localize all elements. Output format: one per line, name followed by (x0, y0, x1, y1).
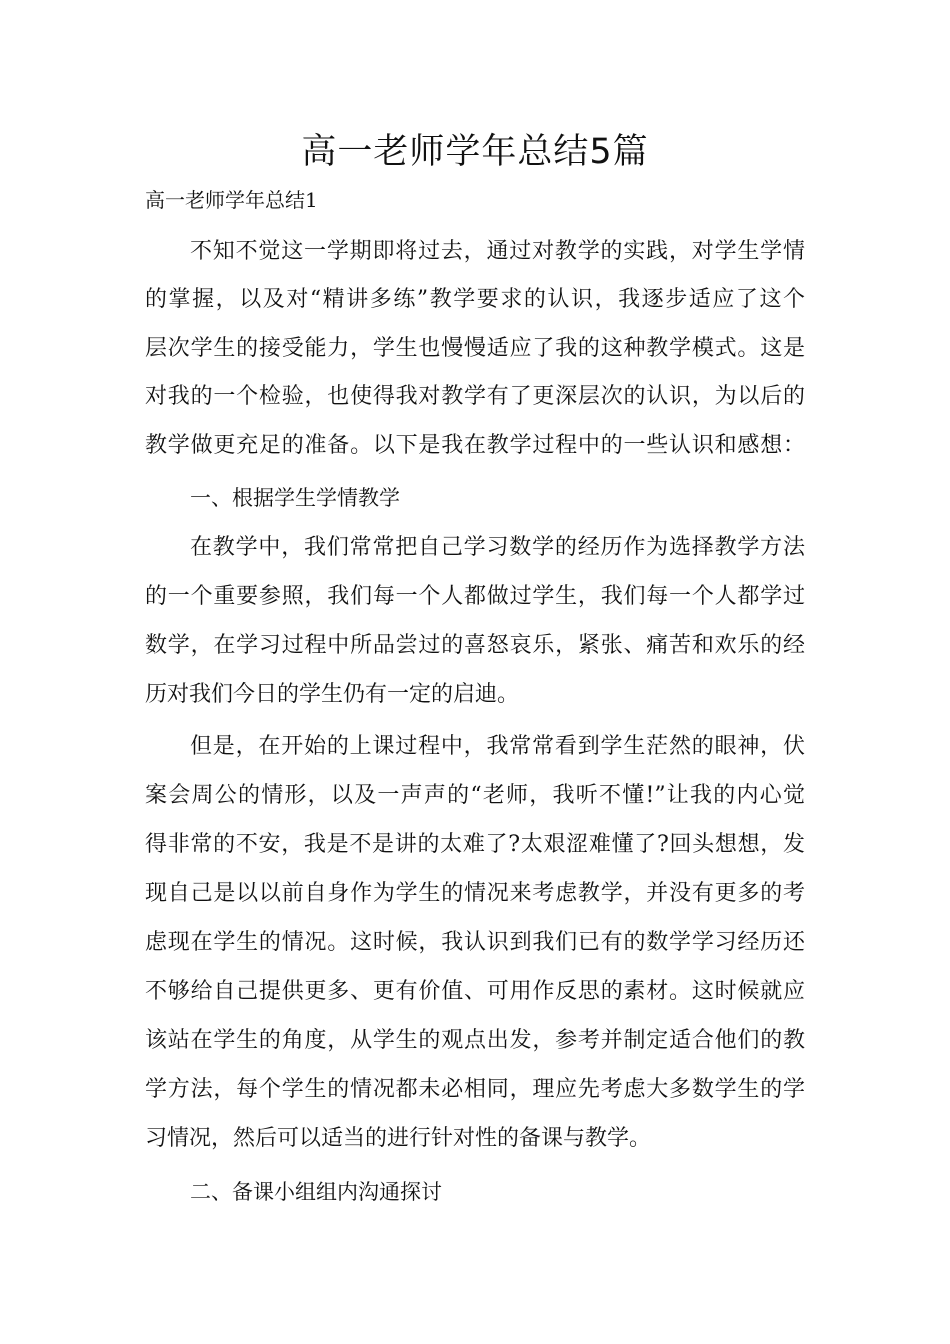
paragraph-3-line: 但是，在开始的上课过程中，我常常看到学生茫然的眼神，伏 (190, 734, 805, 759)
section-subtitle: 高一老师学年总结1 (145, 188, 318, 212)
paragraph-3-line: 现自己是以以前自身作为学生的情况来考虑教学，并没有更多的考 (145, 881, 805, 906)
paragraph-1-line: 对我的一个检验，也使得我对教学有了更深层次的认识，为以后的 (145, 384, 805, 409)
paragraph-3-line: 得非常的不安，我是不是讲的太难了?太艰涩难懂了?回头想想，发 (145, 832, 805, 857)
paragraph-1-line: 教学做更充足的准备。以下是我在教学过程中的一些认识和感想： (145, 433, 805, 458)
paragraph-3-line: 虑现在学生的情况。这时候，我认识到我们已有的数学学习经历还 (145, 930, 805, 955)
paragraph-3-line: 习情况，然后可以适当的进行针对性的备课与教学。 (145, 1126, 652, 1151)
paragraph-1-line: 不知不觉这一学期即将过去，通过对教学的实践，对学生学情 (190, 239, 805, 264)
paragraph-3-line: 该站在学生的角度，从学生的观点出发，参考并制定适合他们的教 (145, 1028, 805, 1053)
paragraph-3-line: 不够给自己提供更多、更有价值、可用作反思的素材。这时候就应 (145, 979, 805, 1004)
document-title: 高一老师学年总结5篇 (301, 132, 649, 172)
paragraph-2-line: 数学，在学习过程中所品尝过的喜怒哀乐，紧张、痛苦和欢乐的经 (145, 633, 805, 658)
section-heading-2: 二、备课小组组内沟通探讨 (190, 1180, 442, 1204)
paragraph-3-line: 案会周公的情形，以及一声声的“老师，我听不懂!”让我的内心觉 (145, 783, 805, 808)
paragraph-2-line: 历对我们今日的学生仍有一定的启迪。 (145, 682, 520, 707)
paragraph-3-line: 学方法，每个学生的情况都未必相同，理应先考虑大多数学生的学 (145, 1077, 805, 1102)
paragraph-1-line: 层次学生的接受能力，学生也慢慢适应了我的这种教学模式。这是 (145, 336, 805, 361)
paragraph-2-line: 在教学中，我们常常把自己学习数学的经历作为选择教学方法 (190, 535, 805, 560)
paragraph-1-line: 的掌握，以及对“精讲多练”教学要求的认识，我逐步适应了这个 (145, 287, 805, 312)
section-heading-1: 一、根据学生学情教学 (190, 486, 400, 510)
paragraph-2-line: 的一个重要参照，我们每一个人都做过学生，我们每一个人都学过 (145, 584, 805, 609)
